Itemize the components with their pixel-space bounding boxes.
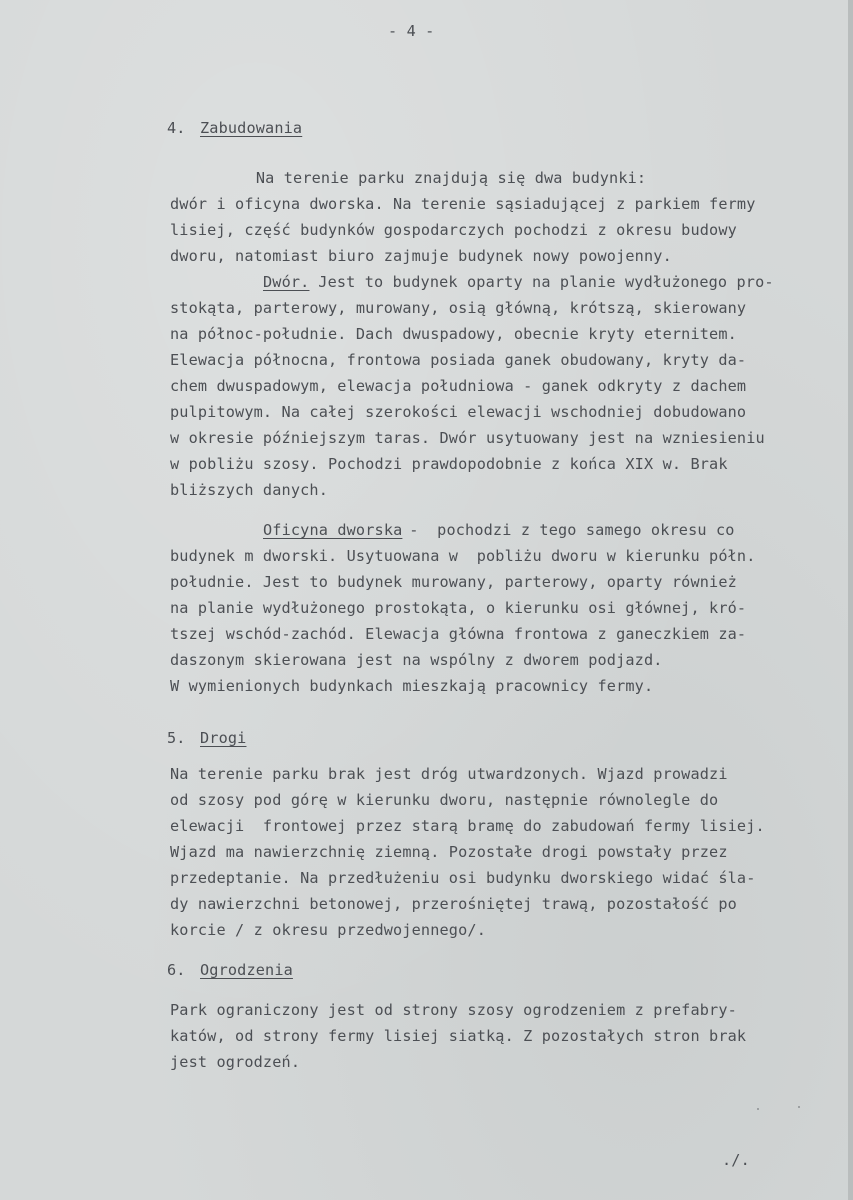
section-6-line: katów, od strony fermy lisiej siatką. Z pozostałych stron brak [170,1027,747,1045]
dwor-line: Jest to budynek oparty na planie wydłużonego pro- [309,273,774,291]
section-5-line: Na terenie parku brak jest dróg utwardzonych. Wjazd prowadzi [170,765,728,783]
page-edge-shadow [848,0,853,1200]
dwor-line: stokąta, parterowy, murowany, osią główną, krótszą, skierowany [170,299,747,317]
section-4-line: Na terenie parku znajdują się dwa budynki: [228,169,647,187]
section-4-heading: Zabudowania [200,119,303,137]
dwor-line: pulpitowym. Na całej szerokości elewacji wschodniej dobudowano [170,403,747,421]
dwor-line: chem dwuspadowym, elewacja południowa - ganek odkryty z dachem [170,377,747,395]
oficyna-line: tszej wschód-zachód. Elewacja główna frontowa z ganeczkiem za- [170,625,747,643]
paper-speck [757,1108,759,1110]
section-5-line: korcie / z okresu przedwojennego/. [170,921,486,939]
paper-speck [798,1106,800,1108]
section-6-line: Park ograniczony jest od strony szosy ogrodzeniem z prefabry- [170,1001,737,1019]
page-number: - 4 - [388,22,435,40]
section-5-line: przedeptanie. Na przedłużeniu osi budynku dworskiego widać śla- [170,869,756,887]
oficyna-line: budynek m dworski. Usytuowana w pobliżu dworu w kierunku półn. [170,547,756,565]
dwor-line: Elewacja północna, frontowa posiada ganek obudowany, kryty da- [170,351,747,369]
dwor-label: Dwór. [263,273,310,291]
section-4-line: lisiej, część budynków gospodarczych pochodzi z okresu budowy [170,221,737,239]
section-4-line: dworu, natomiast biuro zajmuje budynek nowy powojenny. [170,247,672,265]
section-4-line: dwór i oficyna dworska. Na terenie sąsiadującej z parkiem fermy [170,195,756,213]
section-5-number: 5. [167,729,186,747]
oficyna-line: na planie wydłużonego prostokąta, o kierunku osi głównej, kró- [170,599,747,617]
dwor-line: bliższych danych. [170,481,328,499]
dwor-line: na północ-południe. Dach dwuspadowy, obecnie kryty eternitem. [170,325,737,343]
dwor-line: w pobliżu szosy. Pochodzi prawdopodobnie z końca XIX w. Brak [170,455,728,473]
section-5-line: elewacji frontowej przez starą bramę do zabudowań fermy lisiej. [170,817,765,835]
section-5-line: Wjazd ma nawierzchnię ziemną. Pozostałe drogi powstały przez [170,843,728,861]
oficyna-line: południe. Jest to budynek murowany, parterowy, oparty również [170,573,737,591]
section-5-heading: Drogi [200,729,247,747]
section-6-number: 6. [167,961,186,979]
oficyna-line: W wymienionych budynkach mieszkają pracownicy fermy. [170,677,654,695]
section-6-heading: Ogrodzenia [200,961,293,979]
section-6-line: jest ogrodzeń. [170,1053,301,1071]
continuation-mark: ./. [722,1151,750,1169]
oficyna-line: - pochodzi z tego samego okresu co [400,521,735,539]
oficyna-label: Oficyna dworska [263,521,403,539]
section-5-line: dy nawierzchni betonowej, przerośniętej trawą, pozostałość po [170,895,737,913]
oficyna-line: daszonym skierowana jest na wspólny z dworem podjazd. [170,651,663,669]
dwor-line: w okresie późniejszym taras. Dwór usytuowany jest na wzniesieniu [170,429,765,447]
section-5-line: od szosy pod górę w kierunku dworu, następnie równolegle do [170,791,719,809]
section-4-number: 4. [167,119,186,137]
